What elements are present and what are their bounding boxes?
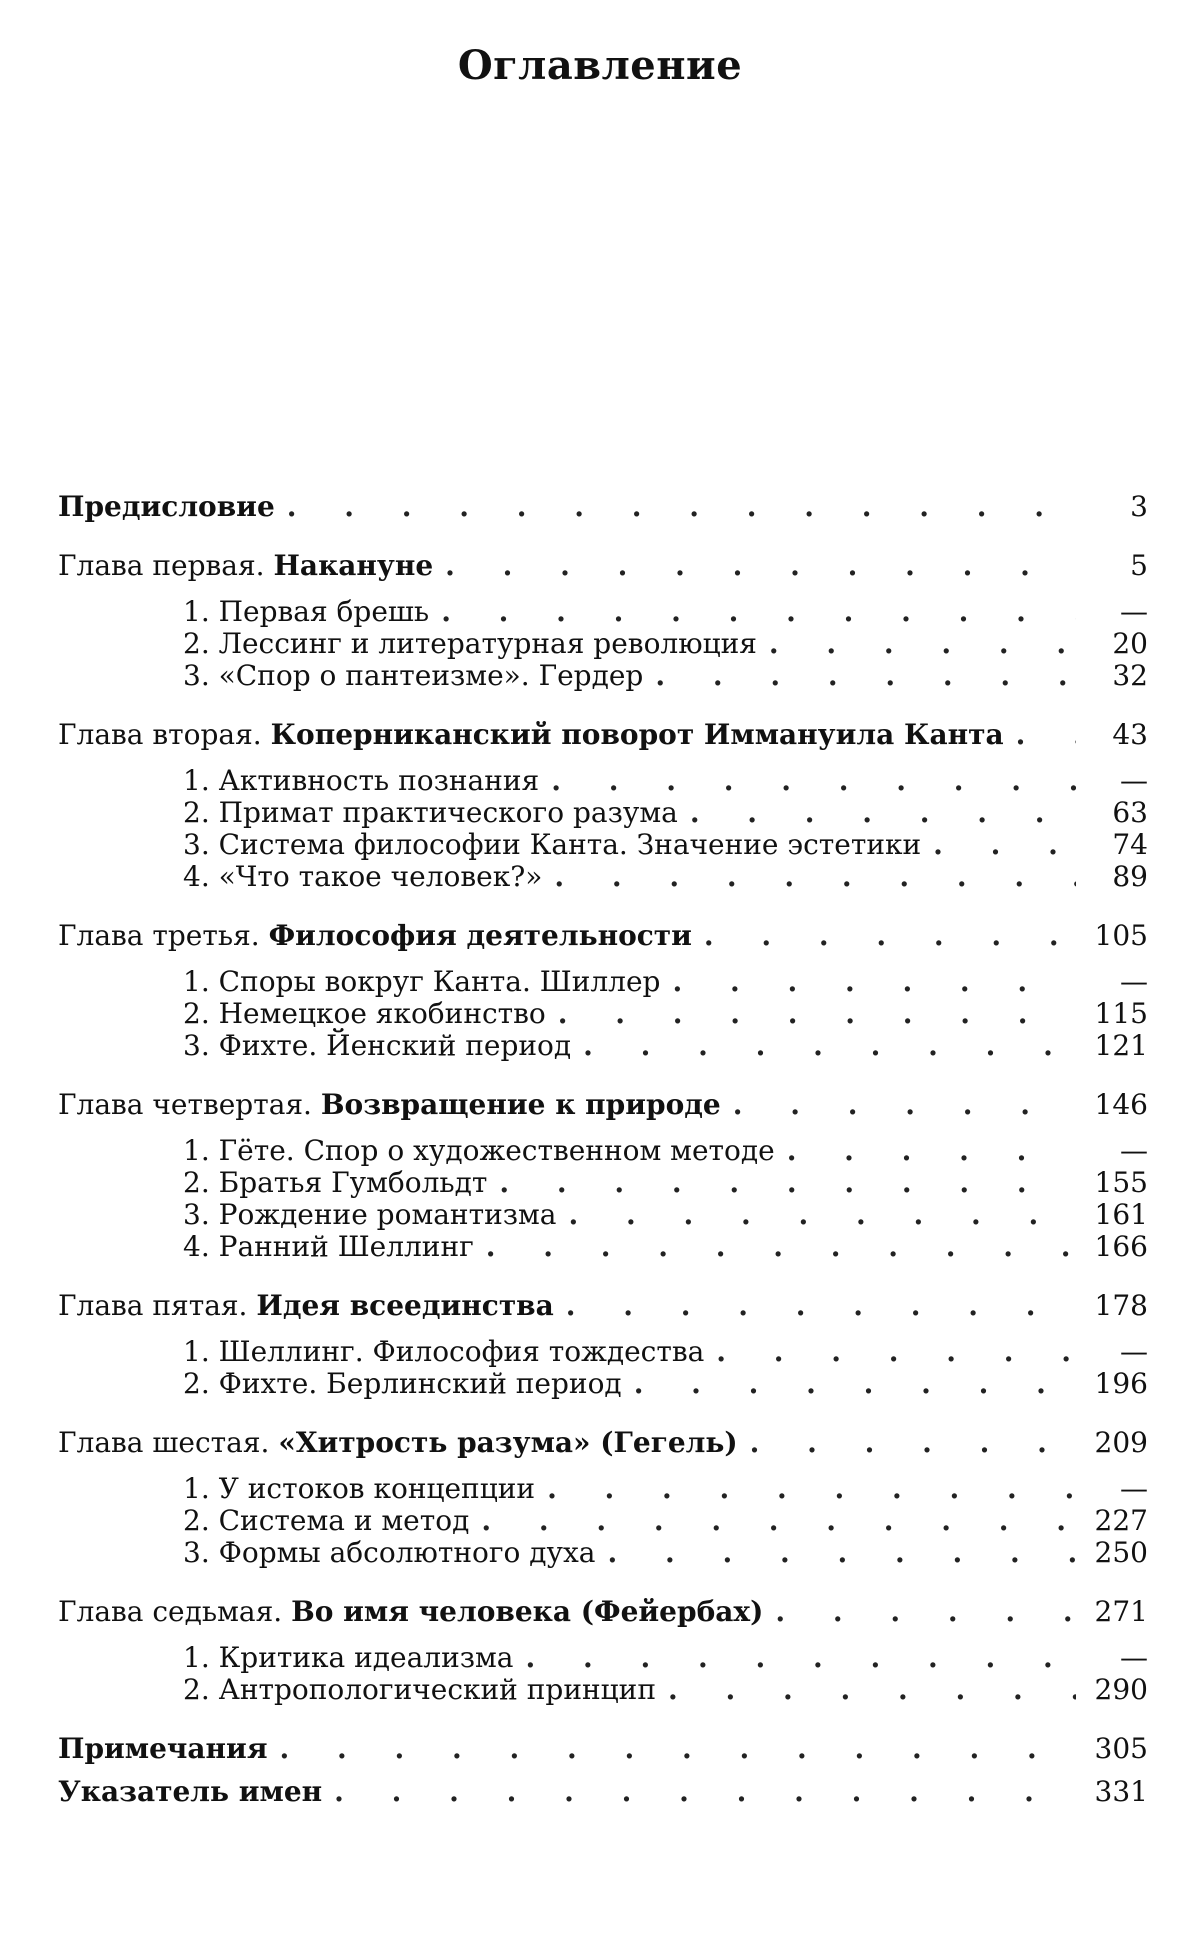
toc-entry-notes [58, 1732, 1148, 1765]
page-number: 115 [1094, 997, 1148, 1030]
toc-entry-index [58, 1775, 1148, 1808]
chapter-heading [58, 1289, 1148, 1322]
dot-leader [569, 1199, 1077, 1231]
section-label: 2. Система и метод [183, 1504, 470, 1537]
page-title: Оглавление [457, 42, 743, 89]
section-label: 2. Лессинг и литературная революция [183, 627, 757, 660]
dot-leader [608, 1537, 1077, 1569]
section-entry [58, 966, 1148, 998]
section-label: 2. Немецкое якобинство [183, 997, 546, 1030]
dot-leader [769, 628, 1076, 660]
section-label: 1. У истоков концепции [183, 1472, 536, 1505]
page-number: 32 [1112, 659, 1148, 692]
section-entry [58, 1505, 1148, 1537]
section-entry [58, 1642, 1148, 1674]
toc-entry-preface [58, 490, 1148, 523]
dot-leader [554, 861, 1076, 893]
toc-group-chapter-6 [58, 1426, 1148, 1569]
page-number: — [1120, 1335, 1148, 1368]
page-number: — [1120, 595, 1148, 628]
section-entry [58, 1537, 1148, 1569]
page-number: 155 [1094, 1166, 1148, 1199]
page-number: 20 [1112, 627, 1148, 660]
page-number: 105 [1094, 919, 1148, 952]
page-number: 331 [1094, 1775, 1148, 1808]
chapter-title: Накануне [273, 549, 434, 582]
entry-title: Предисловие [58, 490, 275, 523]
page-number: — [1120, 764, 1148, 797]
toc-group-chapter-7 [58, 1595, 1148, 1706]
section-label: 2. Антропологический принцип [183, 1673, 656, 1706]
toc-group-chapter-4 [58, 1088, 1148, 1263]
page-number: 161 [1094, 1198, 1148, 1231]
section-entry [58, 1199, 1148, 1231]
section-label: 1. Шеллинг. Философия тождества [183, 1335, 705, 1368]
section-label: 3. «Спор о пантеизме». Гердер [183, 659, 644, 692]
section-label: 1. Первая брешь [183, 595, 430, 628]
section-label: 4. «Что такое человек?» [183, 860, 543, 893]
section-entry [58, 1473, 1148, 1505]
dot-leader [733, 1088, 1076, 1121]
chapter-title: Идея всеединства [256, 1289, 554, 1322]
dot-leader [655, 660, 1076, 692]
page-number: 5 [1130, 549, 1148, 582]
chapter-title: Во имя человека (Фейербах) [291, 1595, 764, 1628]
dot-leader [704, 919, 1076, 952]
section-entry [58, 829, 1148, 861]
page-number: 63 [1112, 796, 1148, 829]
dot-leader [933, 829, 1076, 861]
toc-group-chapter-1 [58, 549, 1148, 692]
section-label: 1. Гёте. Спор о художественном методе [183, 1134, 775, 1167]
chapter-number: Глава шестая. [58, 1426, 270, 1459]
section-entry [58, 1674, 1148, 1706]
chapter-title: Возвращение к природе [320, 1088, 721, 1121]
page-number: 3 [1130, 490, 1148, 523]
page-number: 178 [1094, 1289, 1148, 1322]
page-number: 74 [1112, 828, 1148, 861]
dot-leader [334, 1775, 1076, 1808]
dot-leader [486, 1231, 1076, 1263]
page-number: 166 [1094, 1230, 1148, 1263]
chapter-title: Коперниканский поворот Иммануила Канта [270, 718, 1004, 751]
section-label: 3. Формы абсолютного духа [183, 1536, 596, 1569]
page-number: 43 [1112, 718, 1148, 751]
table-of-contents [58, 490, 1148, 1834]
toc-group-chapter-3 [58, 919, 1148, 1062]
chapter-title: Философия деятельности [268, 919, 692, 952]
section-label: 4. Ранний Шеллинг [183, 1230, 474, 1263]
section-entry [58, 1368, 1148, 1400]
page-number: 196 [1094, 1367, 1148, 1400]
chapter-heading [58, 1595, 1148, 1628]
section-entry [58, 1231, 1148, 1263]
entry-title: Указатель имен [58, 1775, 323, 1808]
toc-group-preface [58, 490, 1148, 523]
chapter-number: Глава четвертая. [58, 1088, 312, 1121]
section-label: 1. Споры вокруг Канта. Шиллер [183, 965, 661, 998]
dot-leader [558, 998, 1076, 1030]
section-entry [58, 596, 1148, 628]
dot-leader [566, 1289, 1076, 1322]
dot-leader [716, 1336, 1076, 1368]
section-label: 2. Братья Гумбольдт [183, 1166, 488, 1199]
dot-leader [441, 596, 1076, 628]
section-entry [58, 861, 1148, 893]
page-number: 250 [1094, 1536, 1148, 1569]
section-label: 3. Система философии Канта. Значение эстетики [183, 828, 922, 861]
dot-leader [690, 797, 1076, 829]
section-entry [58, 998, 1148, 1030]
dot-leader [525, 1642, 1076, 1674]
page-number: — [1120, 1134, 1148, 1167]
section-entry [58, 660, 1148, 692]
chapter-heading [58, 1088, 1148, 1121]
dot-leader [481, 1505, 1076, 1537]
page-number: 305 [1094, 1732, 1148, 1765]
chapter-number: Глава первая. [58, 549, 265, 582]
dot-leader [634, 1368, 1076, 1400]
page-number: 227 [1094, 1504, 1148, 1537]
dot-leader [547, 1473, 1076, 1505]
section-entry [58, 1336, 1148, 1368]
entry-title: Примечания [58, 1732, 268, 1765]
section-label: 2. Примат практического разума [183, 796, 678, 829]
section-entry [58, 1030, 1148, 1062]
dot-leader [1016, 718, 1076, 751]
section-label: 3. Фихте. Йенский период [183, 1029, 572, 1062]
dot-leader [583, 1030, 1076, 1062]
chapter-number: Глава вторая. [58, 718, 262, 751]
dot-leader [551, 765, 1076, 797]
section-label: 1. Активность познания [183, 764, 540, 797]
section-entry [58, 1135, 1148, 1167]
dot-leader [445, 549, 1076, 582]
chapter-heading [58, 549, 1148, 582]
page-number: 271 [1094, 1595, 1148, 1628]
page-number: 89 [1112, 860, 1148, 893]
dot-leader [787, 1135, 1076, 1167]
section-label: 3. Рождение романтизма [183, 1198, 557, 1231]
dot-leader [499, 1167, 1076, 1199]
dot-leader [775, 1595, 1076, 1628]
dot-leader [280, 1732, 1076, 1765]
section-entry [58, 628, 1148, 660]
section-label: 2. Фихте. Берлинский период [183, 1367, 622, 1400]
section-entry [58, 797, 1148, 829]
toc-group-end-matter [58, 1732, 1148, 1808]
chapter-title: «Хитрость разума» (Гегель) [278, 1426, 738, 1459]
page-number: — [1120, 965, 1148, 998]
dot-leader [287, 490, 1076, 523]
chapter-number: Глава пятая. [58, 1289, 248, 1322]
section-entry [58, 1167, 1148, 1199]
section-entry [58, 765, 1148, 797]
dot-leader [672, 966, 1076, 998]
page-number: 209 [1094, 1426, 1148, 1459]
chapter-number: Глава третья. [58, 919, 260, 952]
chapter-heading [58, 1426, 1148, 1459]
dot-leader [668, 1674, 1076, 1706]
toc-group-chapter-5 [58, 1289, 1148, 1400]
chapter-number: Глава седьмая. [58, 1595, 283, 1628]
page-number: 146 [1094, 1088, 1148, 1121]
page-number: — [1120, 1641, 1148, 1674]
chapter-heading [58, 919, 1148, 952]
chapter-heading [58, 718, 1148, 751]
toc-group-chapter-2 [58, 718, 1148, 893]
page-number: 121 [1094, 1029, 1148, 1062]
page-number: 290 [1094, 1673, 1148, 1706]
dot-leader [750, 1426, 1076, 1459]
page-number: — [1120, 1472, 1148, 1505]
section-label: 1. Критика идеализма [183, 1641, 514, 1674]
